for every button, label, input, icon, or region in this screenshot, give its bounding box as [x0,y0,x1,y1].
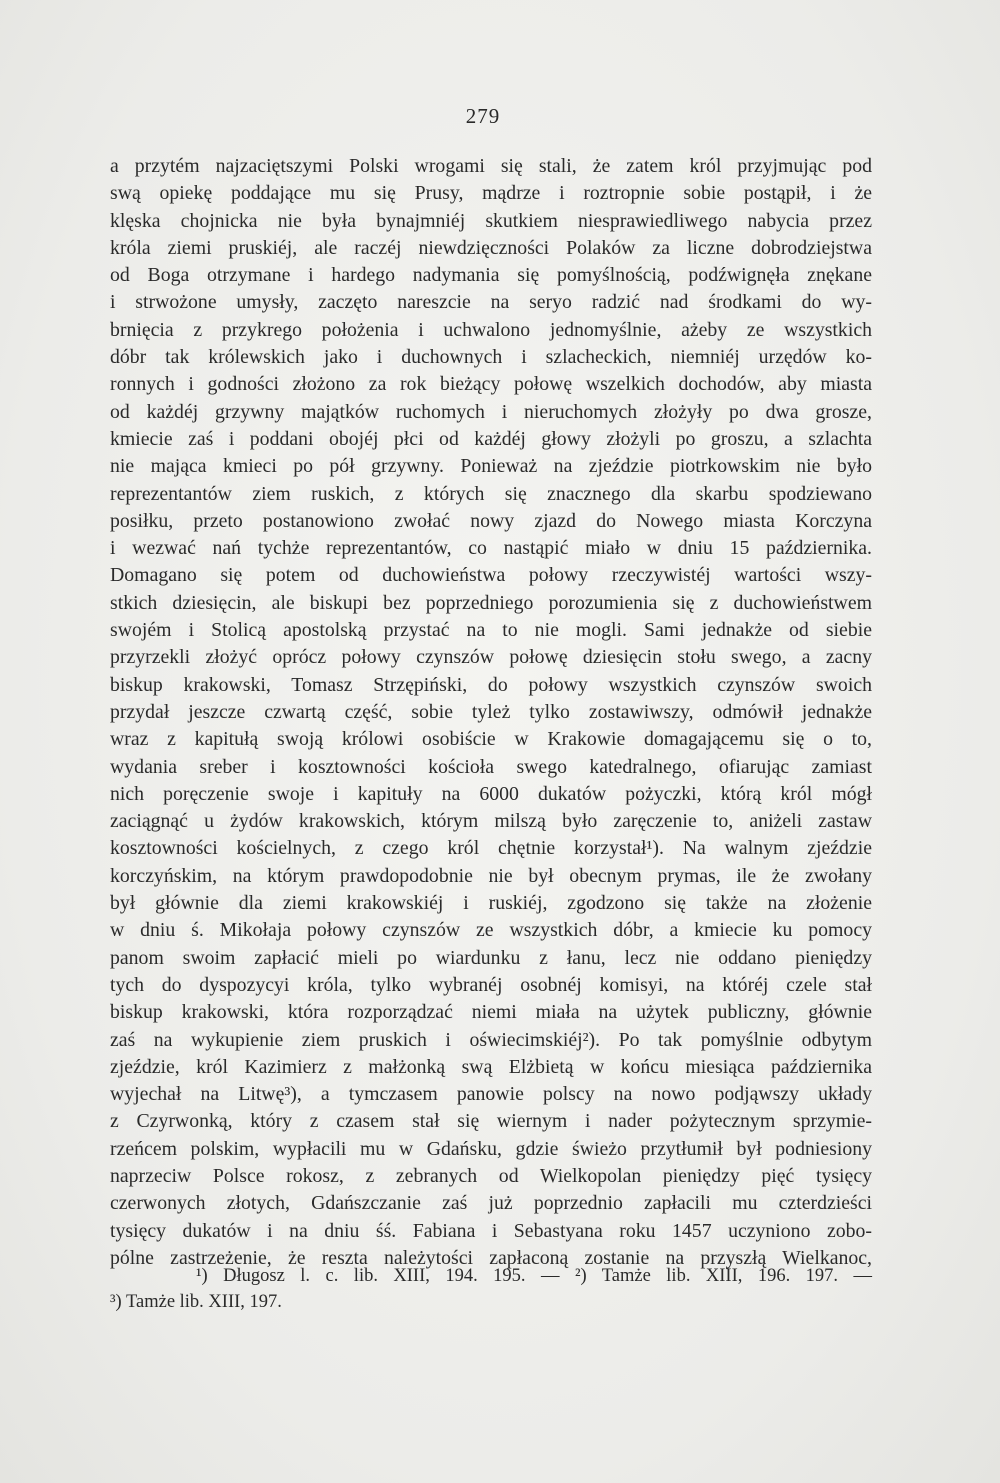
text-line: biskup krakowski, która rozporządzać niemi miała na użytek publiczny, głównie [110,1001,872,1024]
text-line: dóbr tak królewskich jako i duchownych i szlacheckich, niemniéj urzędów ko- [110,346,872,369]
text-line: swojém i Stolicą apostolską przystać na to nie mogli. Sami jednakże od siebie [110,619,872,642]
text-line: naprzeciw Polsce rokosz, z zebranych od Wielkopolan pieniędzy pięć tysięcy [110,1164,872,1187]
text-line: kosztowności kościelnych, z czego król chętnie korzystał¹). Na walnym zjeździe [110,837,872,860]
text-line: panom swoim zapłacić mieli po wiardunku z łanu, lecz nie oddano pieniędzy [110,946,872,969]
footnotes [110,1263,872,1315]
footnote-line-1: ¹) Długosz l. c. lib. XIII, 194. 195. — ²) Tamże lib. XIII, 196. 197. — [196,1266,872,1286]
text-line: wydania sreber i kosztowności kościoła swego katedralnego, ofiarując zamiast [110,755,872,778]
text-line: przyrzekli złożyć oprócz połowy czynszów połowę dziesięcin stołu swego, a zacny [110,646,872,669]
text-line: ronnych i godności złożono za rok bieżący połowę wszelkich dochodów, aby miasta [110,373,872,396]
text-line: króla ziemi pruskiéj, ale raczéj niewdzięczności Polaków za liczne dobrodziejstwa [110,236,872,259]
text-line: klęska chojnicka nie była bynajmniéj skutkiem niesprawiedliwego nabycia przez [110,209,872,232]
text-line: Domagano się potem od duchowieństwa połowy rzeczywistéj wartości wszy- [110,564,872,587]
text-line: i strwożone umysły, zaczęto nareszcie na seryo radzić nad środkami do wy- [110,291,872,314]
text-line: zaciągnąć u żydów krakowskich, którym milszą było zaręczenie to, aniżeli zastaw [110,810,872,833]
text-line: korczyńskim, na którym prawdopodobnie nie był obecnym prymas, ile że zwołany [110,864,872,887]
text-line: tych do dyspozycyi króla, tylko wybranéj osobnéj komisyi, na któréj czele stał [110,973,872,996]
text-line: posiłku, przeto postanowiono zwołać nowy zjazd do Nowego miasta Korczyna [110,509,872,532]
text-line: nich poręczenie swoje i kapituły na 6000 dukatów pożyczki, którą król mógł [110,782,872,805]
body-text [110,153,872,1272]
text-line: biskup krakowski, Tomasz Strzępiński, do połowy wszystkich czynszów swoich [110,673,872,696]
text-line: reprezentantów ziem ruskich, z których się znacznego dla skarbu spodziewano [110,482,872,505]
text-line: z Czyrwonką, który z czasem stał się wiernym i nader pożytecznym sprzymie- [110,1110,872,1133]
text-line: i wezwać nań tychże reprezentantów, co nastąpić miało w dniu 15 października. [110,537,872,560]
text-line: nie mająca kmieci po pół grzywny. Ponieważ na zjeździe piotrkowskim nie było [110,455,872,478]
text-line: a przytém najzaciętszymi Polski wrogami się stali, że zatem król przyjmując pod [110,155,872,177]
text-line: tysięcy dukatów i na dniu śś. Fabiana i Sebastyana roku 1457 uczyniono zobo- [110,1219,872,1242]
text-line: był głównie dla ziemi krakowskiéj i ruskiéj, zgodzono się także na złożenie [110,892,872,915]
text-line: od Boga otrzymane i hardego nadymania się pomyślnością, podźwignęła znękane [110,264,872,287]
text-line: wraz z kapitułą swoją królowi osobiście w Krakowie domagającemu się o to, [110,728,872,751]
page-number: 279 [465,104,501,128]
text-line: czerwonych złotych, Gdańszczanie zaś już poprzednio zapłacili mu czterdzieści [110,1192,872,1215]
text-line: w dniu ś. Mikołaja połowy czynszów ze wszystkich dóbr, a kmiecie ku pomocy [110,919,872,942]
text-line: kmiecie zaś i poddani obojéj płci od każdéj głowy złożyli po groszu, a szlachta [110,427,872,450]
text-line: przydał jeszcze czwartą część, sobie tyleż tylko zostawiwszy, odmówił jednakże [110,700,872,723]
text-line: zaś na wykupienie ziem pruskich i oświecimskiéj²). Po tak pomyślnie odbytym [110,1028,872,1051]
text-line: pólne zastrzeżenie, że reszta należytości zapłaconą zostanie na przyszłą Wielkanoc, [110,1246,872,1269]
footnote-line-2: ³) Tamże lib. XIII, 197. [110,1292,282,1312]
text-line: wyjechał na Litwę³), a tymczasem panowie polscy na nowo podjąwszy układy [110,1083,872,1106]
text-line: stkich dziesięcin, ale biskupi bez poprzedniego porozumienia się z duchowieństwem [110,591,872,614]
text-line: zjeździe, król Kazimierz z małżonką swą Elżbietą w końcu miesiąca października [110,1055,872,1078]
text-line: brnięcia z przykrego położenia i uchwalono jednomyślnie, ażeby ze wszystkich [110,318,872,341]
text-line: swą opiekę poddające mu się Prusy, mądrze i roztropnie sobie postąpił, i że [110,182,872,205]
text-line: rzeńcem polskim, wypłacili mu w Gdańsku, gdzie świeżo przytłumił był podniesiony [110,1137,872,1160]
text-line: od każdéj grzywny majątków ruchomych i nieruchomych złożyły po dwa grosze, [110,400,872,423]
